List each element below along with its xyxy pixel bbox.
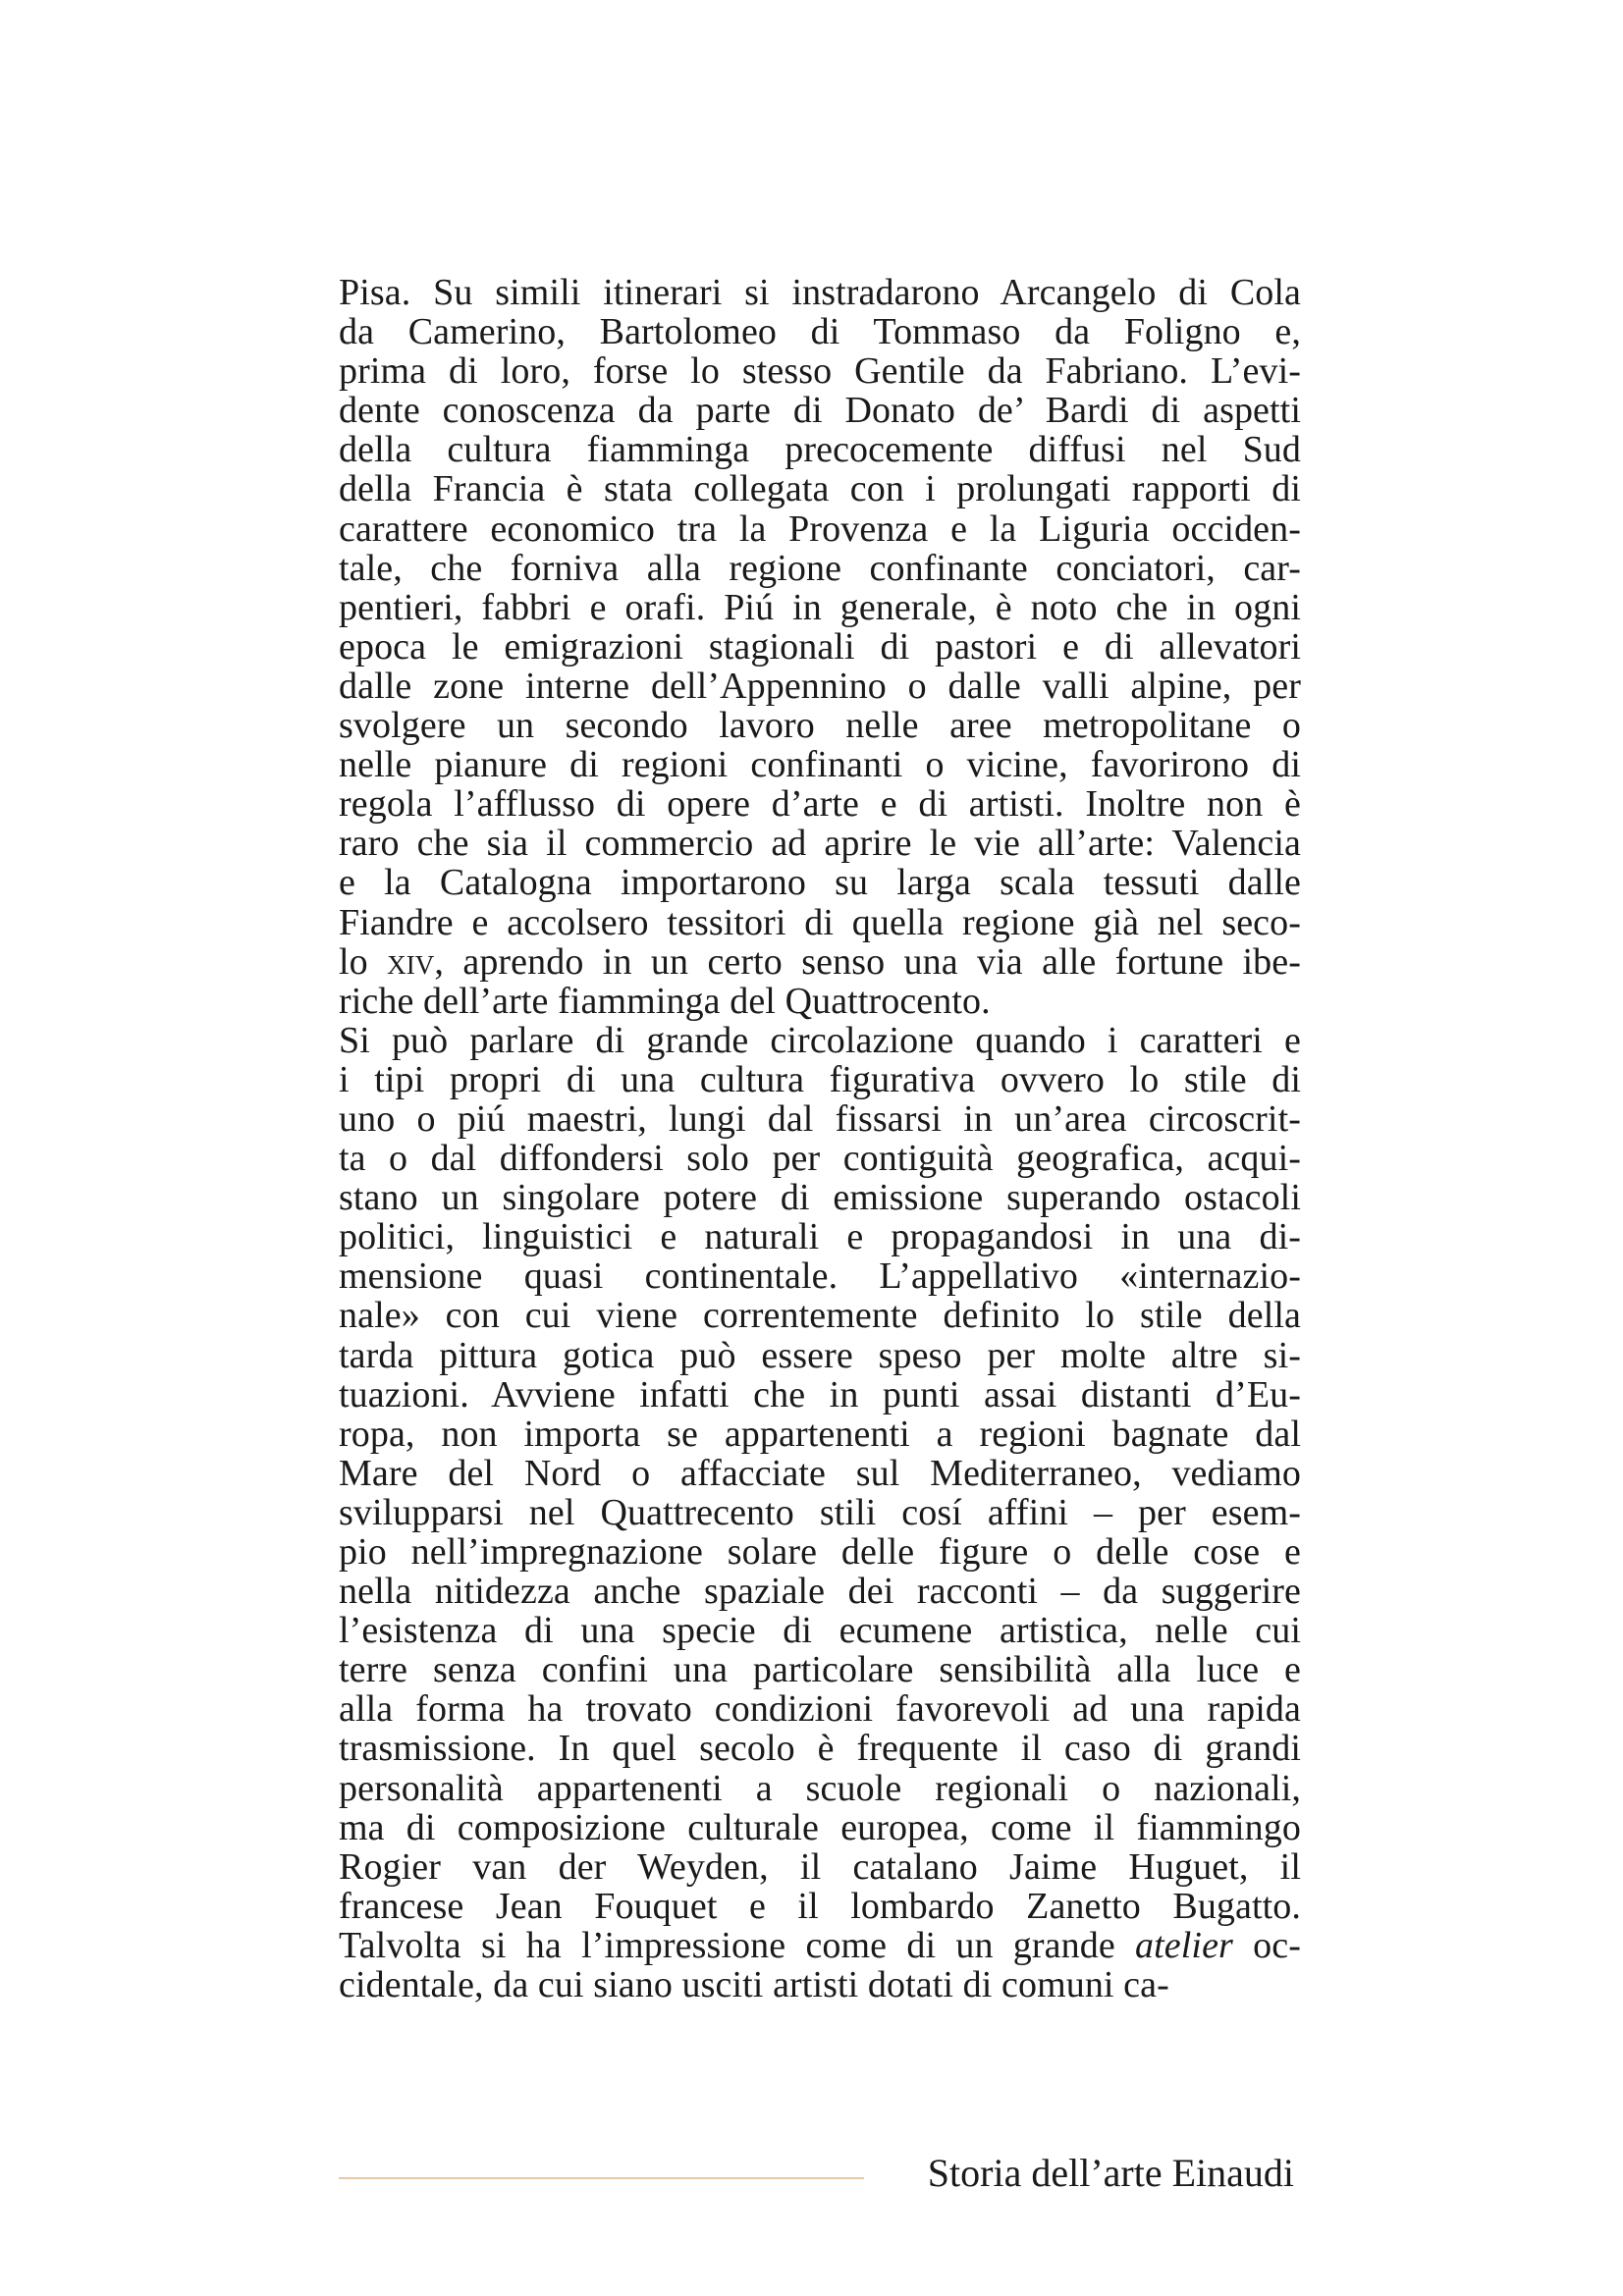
text-line: svolgere un secondo lavoro nelle aree metropolitane o [339, 705, 1301, 747]
text-line: nella nitidezza anche spaziale dei racconti – da suggerire [339, 1571, 1301, 1613]
text-line: terre senza confini una particolare sensibilità alla luce e [339, 1649, 1301, 1691]
text-line: dente conoscenza da parte di Donato de’ Bardi di aspetti [339, 390, 1301, 432]
text-line: mensione quasi continentale. L’appellativo «internazio- [339, 1255, 1301, 1298]
text-line: svilupparsi nel Quattrecento stili cosí affini – per esem- [339, 1491, 1301, 1533]
text-line: epoca le emigrazioni stagionali di pastori e di allevatori [339, 625, 1301, 667]
text-line: Pisa. Su simili itinerari si instradarono Arcangelo di Cola [339, 272, 1301, 313]
text-line: stano un singolare potere di emissione superando ostacoli [339, 1177, 1301, 1219]
text-line: nelle pianure di regioni confinanti o vicine, favorirono di [339, 744, 1301, 786]
text-line: regola l’afflusso di opere d’arte e di artisti. Inoltre non è [339, 783, 1301, 826]
text-line: cidentale, da cui siano usciti artisti dotati di comuni ca- [339, 1964, 1169, 2006]
text-line: dalle zone interne dell’Appennino o dalle valli alpine, per [339, 665, 1301, 707]
text-line: Mare del Nord o affacciate sul Mediterraneo, vediamo [339, 1452, 1301, 1494]
text-line: da Camerino, Bartolomeo di Tommaso da Foligno e, [339, 311, 1301, 353]
text-line: Fiandre e accolsero tessitori di quella regione già nel seco- [339, 901, 1301, 943]
text-line: e la Catalogna importarono su larga scala tessuti dalle [339, 862, 1301, 904]
text-segment: oc- [1232, 1924, 1301, 1966]
text-line: Si può parlare di grande circolazione quando i caratteri e [339, 1019, 1301, 1061]
text-line: della Francia è stata collegata con i prolungati rapporti di [339, 468, 1301, 510]
text-line: pio nell’impregnazione solare delle figure o delle cose e [339, 1531, 1301, 1573]
text-line: i tipi propri di una cultura figurativa ovvero lo stile di [339, 1058, 1301, 1100]
roman-numeral-century: xiv [387, 940, 435, 983]
text-line: l’esistenza di una specie di ecumene artistica, nelle cui [339, 1610, 1301, 1652]
text-line: personalità appartenenti a scuole regionali o nazionali, [339, 1767, 1301, 1809]
text-line: trasmissione. In quel secolo è frequente il caso di grandi [339, 1728, 1301, 1770]
italic-term: atelier [1135, 1924, 1233, 1966]
text-segment: Talvolta si ha l’impressione come di un grande [339, 1924, 1136, 1966]
text-line: pentieri, fabbri e orafi. Piú in generale, è noto che in ogni [339, 586, 1301, 628]
text-line: ta o dal diffondersi solo per contiguità geografica, acqui- [339, 1138, 1301, 1180]
text-segment: lo [339, 940, 388, 983]
text-segment: , aprendo in un certo senso una via alle fortune ibe- [434, 940, 1301, 983]
text-line [339, 1926, 1301, 1965]
text-line: tarda pittura gotica può essere speso per molte altre si- [339, 1334, 1301, 1376]
text-line: della cultura fiamminga precocemente diffusi nel Sud [339, 429, 1301, 471]
text-line: Rogier van der Weyden, il catalano Jaime Huguet, il [339, 1845, 1301, 1888]
footer-title: Storia dell’arte Einaudi [927, 2151, 1294, 2195]
text-line: tuazioni. Avviene infatti che in punti assai distanti d’Eu- [339, 1373, 1301, 1415]
text-line: alla forma ha trovato condizioni favorevoli ad una rapida [339, 1688, 1301, 1731]
text-line: prima di loro, forse lo stesso Gentile da Fabriano. L’evi- [339, 350, 1301, 393]
footer-divider [339, 2177, 864, 2179]
text-line: uno o piú maestri, lungi dal fissarsi in un’area circoscrit- [339, 1097, 1301, 1140]
text-line: tale, che forniva alla regione confinante conciatori, car- [339, 547, 1301, 589]
body-text [339, 273, 1301, 2004]
text-line: ma di composizione culturale europea, come il fiammingo [339, 1806, 1301, 1848]
text-line: ropa, non importa se appartenenti a regioni bagnate dal [339, 1413, 1301, 1455]
text-line: riche dell’arte fiamminga del Quattrocento. [339, 980, 991, 1022]
text-line: carattere economico tra la Provenza e la Liguria occiden- [339, 507, 1301, 550]
text-line: nale» con cui viene correntemente definito lo stile della [339, 1295, 1301, 1337]
text-line: raro che sia il commercio ad aprire le vie all’arte: Valencia [339, 823, 1301, 865]
text-line: francese Jean Fouquet e il lombardo Zanetto Bugatto. [339, 1885, 1301, 1927]
text-line [339, 942, 1301, 982]
text-line: politici, linguistici e naturali e propagandosi in una di- [339, 1216, 1301, 1258]
